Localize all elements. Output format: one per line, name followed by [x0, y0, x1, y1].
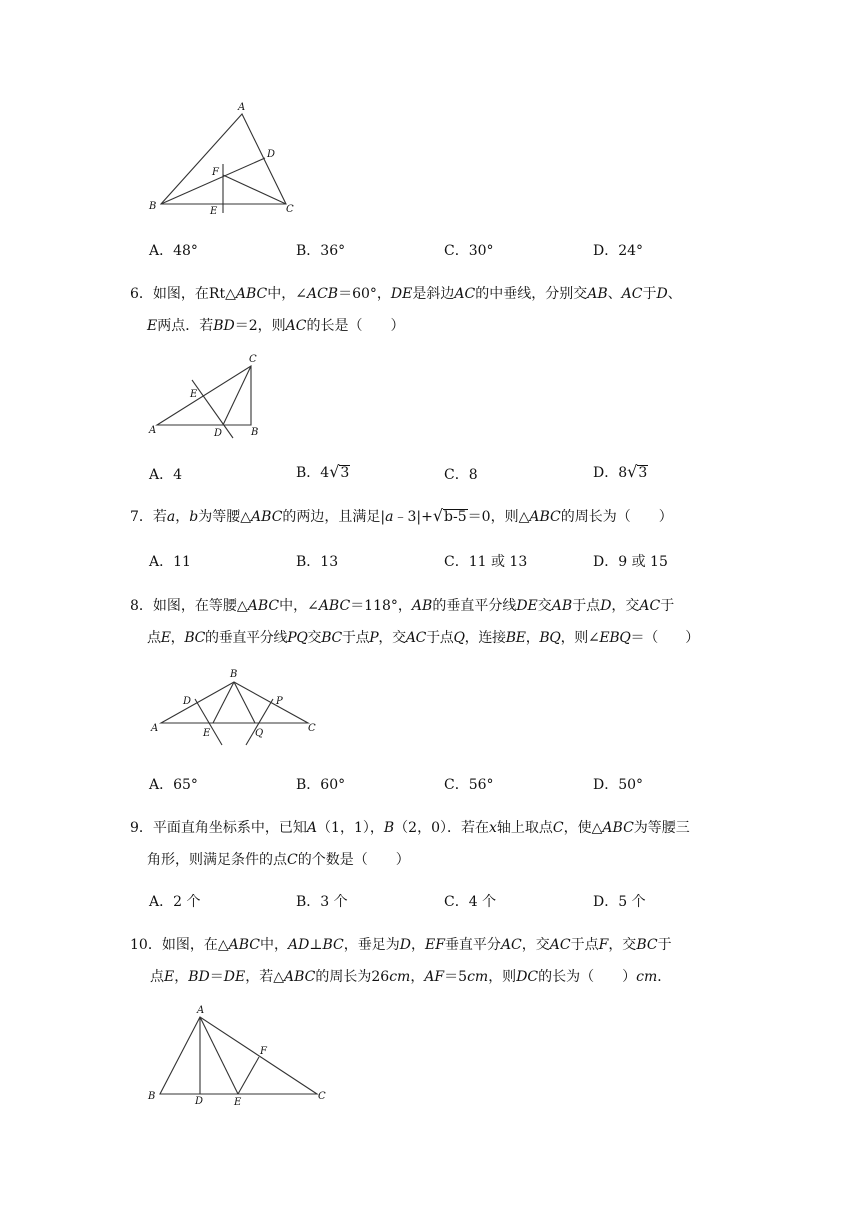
q6-text: ＝2，则: [234, 318, 286, 334]
label-c: C: [286, 204, 294, 215]
q9-var: A: [306, 820, 318, 836]
q10-var: DE: [223, 969, 246, 985]
q8-text: 的垂直平分线: [432, 598, 517, 614]
q8-text: 于点: [572, 598, 601, 614]
q10-var: cm: [389, 969, 411, 985]
q9-option-b: B．3 个: [296, 894, 348, 910]
q7-option-c: C．11 或 13: [444, 554, 528, 570]
q8-option-c: C．56°: [444, 777, 494, 793]
q9-var: B: [383, 820, 395, 836]
question-number: 7．: [130, 509, 153, 525]
q10-text: ＝5: [444, 969, 468, 985]
q10-text: ＝: [209, 969, 224, 985]
q8-var: PQ: [287, 630, 308, 646]
q10-text: ，交: [608, 937, 637, 953]
q8-var: E: [160, 630, 171, 646]
q6-option-c: C．8: [444, 467, 478, 483]
q9-text: 的个数是（ ）: [297, 852, 410, 868]
q10-text: 点: [150, 969, 164, 985]
q10-var: BC: [322, 937, 344, 953]
q6-option-d-radicand: 3: [638, 465, 648, 481]
q5-option-d: D．24°: [593, 243, 644, 259]
q10-text: ，: [174, 969, 189, 985]
q6-text: 是斜边: [412, 286, 455, 302]
sqrt-icon: √: [432, 506, 444, 525]
q8-var: BC: [184, 630, 205, 646]
label-a: A: [149, 425, 157, 436]
q7-text: ﹣3|+: [393, 509, 433, 525]
q10-text: 的长为（ ）: [538, 969, 637, 985]
question-number: 6．: [130, 286, 153, 302]
q6-var: ACB: [306, 286, 339, 302]
q10-text: ，垂足为: [343, 937, 400, 953]
q6-option-a: A．4: [149, 467, 183, 483]
q8-var: DE: [516, 598, 538, 614]
q8-var: ABC: [247, 598, 280, 614]
q10-var: BD: [188, 969, 210, 985]
q6-text: 如图，在Rt△: [152, 286, 236, 302]
q6-var: E: [147, 318, 158, 334]
label-b: B: [148, 1091, 156, 1102]
q10-text: 如图，在△: [161, 937, 229, 953]
q7-var: b: [189, 509, 199, 525]
q9-option-c: C．4 个: [444, 894, 497, 910]
label-c: C: [308, 723, 316, 734]
q8-line2: [130, 622, 740, 654]
q8-text: 点: [147, 630, 161, 646]
q5-option-c: C．30°: [444, 243, 494, 259]
label-b: B: [149, 201, 157, 212]
sqrt-icon: √: [627, 462, 638, 481]
q8-text: ，: [525, 630, 540, 646]
line-bd: [161, 158, 265, 204]
label-e: E: [234, 1097, 242, 1108]
line-fc: [223, 175, 286, 204]
q8-option-d: D．50°: [593, 777, 644, 793]
q8-var: P: [369, 630, 379, 646]
question-7: [130, 500, 740, 533]
q8-text: 于点: [426, 630, 454, 646]
q10-text: 中，: [259, 937, 288, 953]
q6-text: 中，∠: [267, 286, 307, 302]
question-10: [130, 929, 740, 993]
figure-q10: [140, 1002, 340, 1112]
q8-text: 如图，在等腰△: [152, 598, 248, 614]
q10-text: ，: [410, 969, 425, 985]
q8-var: BE: [505, 630, 526, 646]
label-e: E: [210, 206, 218, 217]
q8-text: 交: [307, 630, 322, 646]
figure-q8: [145, 665, 330, 750]
q10-text: ，: [411, 937, 425, 953]
label-f: F: [260, 1046, 267, 1057]
label-a: A: [151, 723, 159, 734]
q9-var: C: [287, 852, 298, 868]
q7-var: ABC: [529, 509, 561, 525]
q6-option-b-radicand: 3: [340, 465, 350, 481]
q6-var: AC: [621, 286, 643, 302]
q7-var: a: [166, 509, 176, 525]
q8-var: AC: [639, 598, 661, 614]
figure-q5: [140, 100, 310, 220]
label-f: F: [212, 167, 219, 178]
q8-var: AC: [405, 630, 427, 646]
q8-text: ＝（ ）: [630, 630, 699, 646]
label-d: D: [195, 1096, 204, 1107]
q7-text: ，: [175, 509, 190, 525]
q6-option-b-label: B．4: [296, 465, 330, 481]
q8-var: ABC: [318, 598, 351, 614]
line-ae: [200, 1017, 238, 1094]
q6-option-d-label: D．8: [593, 465, 628, 481]
perpendicular-de: [192, 380, 233, 438]
q9-var: C: [552, 820, 564, 836]
q10-var: AC: [500, 937, 522, 953]
q6-var: D: [656, 286, 668, 302]
q8-option-a: A．65°: [149, 777, 198, 793]
label-d: D: [183, 696, 192, 707]
q9-text: （1，1），: [317, 820, 384, 836]
q6-text: 两点．若: [157, 318, 214, 334]
label-p: P: [276, 696, 283, 707]
q6-text: 、: [607, 286, 622, 302]
q6-text: 的长是（ ）: [306, 318, 405, 334]
q10-text: 于点: [570, 937, 599, 953]
question-number: 10．: [130, 937, 162, 953]
label-b: B: [251, 427, 259, 438]
q6-text: 、: [667, 286, 682, 302]
q9-line2: [130, 844, 740, 876]
q8-text: ，则∠: [560, 630, 600, 646]
q10-var: ABC: [228, 937, 260, 953]
q10-text: 于: [657, 937, 672, 953]
q10-var: E: [164, 969, 175, 985]
sqrt-icon: √: [329, 462, 340, 481]
q8-text: 中，∠: [279, 598, 319, 614]
q9-text: （2，0）．若在: [394, 820, 489, 836]
q10-var: cm: [467, 969, 489, 985]
q8-var: AB: [411, 598, 433, 614]
q7-text: 的两边，且满足|: [282, 509, 386, 525]
perpendicular-ef: [238, 1057, 259, 1094]
question-number: 8．: [130, 598, 153, 614]
q10-text: 的周长为: [315, 969, 372, 985]
q7-radicand: b-5: [444, 509, 467, 525]
q8-var: EBQ: [599, 630, 631, 646]
q10-text: ，则: [488, 969, 517, 985]
q8-var: Q: [453, 630, 465, 646]
q10-var: ABC: [283, 969, 316, 985]
q5-option-a: A．48°: [149, 243, 198, 259]
q7-option-d: D．9 或 15: [593, 554, 668, 570]
q10-text: 26: [371, 969, 390, 985]
q8-text: ，连接: [464, 630, 506, 646]
label-d: D: [214, 428, 223, 439]
question-9: [130, 812, 740, 876]
q7-text: ＝0，则△: [467, 509, 530, 525]
q10-text: ，若△: [245, 969, 284, 985]
q6-var: ABC: [235, 286, 268, 302]
q10-line2: [130, 961, 740, 993]
q6-text: 的中垂线，分别交: [475, 286, 588, 302]
q8-text: 的垂直平分线: [205, 630, 288, 646]
q9-option-a: A．2 个: [149, 894, 201, 910]
q6-var: BD: [213, 318, 235, 334]
q9-text: 角形，则满足条件的点: [147, 852, 287, 868]
label-d: D: [267, 149, 276, 160]
q9-text: ，使△: [563, 820, 603, 836]
label-a: A: [197, 1005, 205, 1016]
q7-text: 为等腰△: [198, 509, 252, 525]
q9-text: 为等腰三: [633, 820, 690, 836]
q10-var: AC: [549, 937, 571, 953]
q8-text: 于: [660, 598, 675, 614]
q8-text: ，交: [611, 598, 640, 614]
q10-var: BC: [636, 937, 658, 953]
q10-var: AF: [424, 969, 445, 985]
label-a: A: [238, 102, 246, 113]
q8-text: 于点: [341, 630, 370, 646]
q6-text: 于: [642, 286, 657, 302]
q6-var: DE: [390, 286, 413, 302]
q7-option-a: A．11: [149, 554, 191, 570]
q8-text: ，交: [378, 630, 406, 646]
q6-option-b: [296, 462, 350, 482]
label-e: E: [190, 389, 198, 400]
q5-option-b: B．36°: [296, 243, 346, 259]
triangle-abc: [160, 1017, 317, 1094]
q6-option-d: [593, 462, 648, 482]
q10-text: ⊥: [309, 937, 323, 953]
figure-q6: [145, 350, 270, 440]
q9-text: 轴上取点: [496, 820, 553, 836]
q8-text: 交: [537, 598, 552, 614]
question-6: [130, 278, 740, 342]
q10-text: 垂直平分: [444, 937, 501, 953]
q9-var: x: [489, 820, 497, 836]
q9-option-d: D．5 个: [593, 894, 646, 910]
q8-var: AB: [551, 598, 573, 614]
q8-text: ，: [170, 630, 185, 646]
label-c: C: [318, 1091, 326, 1102]
q7-var: ABC: [251, 509, 283, 525]
q10-var: EF: [425, 937, 445, 953]
label-c: C: [249, 354, 257, 365]
question-8: [130, 590, 740, 654]
q6-text: ＝60°，: [338, 286, 391, 302]
q8-var: BQ: [539, 630, 561, 646]
q6-var: AC: [285, 318, 307, 334]
q7-text: 的周长为（ ）: [560, 509, 673, 525]
question-number: 9．: [130, 820, 153, 836]
q10-text: ．: [657, 969, 672, 985]
q8-option-b: B．60°: [296, 777, 346, 793]
q8-text: ＝118°，: [350, 598, 412, 614]
label-b: B: [230, 669, 238, 680]
q7-option-b: B．13: [296, 554, 339, 570]
q9-var: ABC: [602, 820, 634, 836]
q10-text: ，交: [521, 937, 550, 953]
q8-var: D: [600, 598, 612, 614]
q7-var: a: [385, 509, 394, 525]
q10-var: D: [399, 937, 411, 953]
q10-var: F: [598, 937, 609, 953]
q10-var: AD: [287, 937, 310, 953]
q6-line2: [130, 310, 740, 342]
label-e: E: [203, 728, 211, 739]
q6-var: AB: [587, 286, 608, 302]
label-q: Q: [255, 728, 264, 739]
q9-text: 平面直角坐标系中，已知: [152, 820, 307, 836]
q6-var: AC: [454, 286, 476, 302]
q7-text: 若: [152, 509, 167, 525]
q10-var: cm: [636, 969, 658, 985]
q8-var: BC: [321, 630, 342, 646]
q10-var: DC: [516, 969, 539, 985]
